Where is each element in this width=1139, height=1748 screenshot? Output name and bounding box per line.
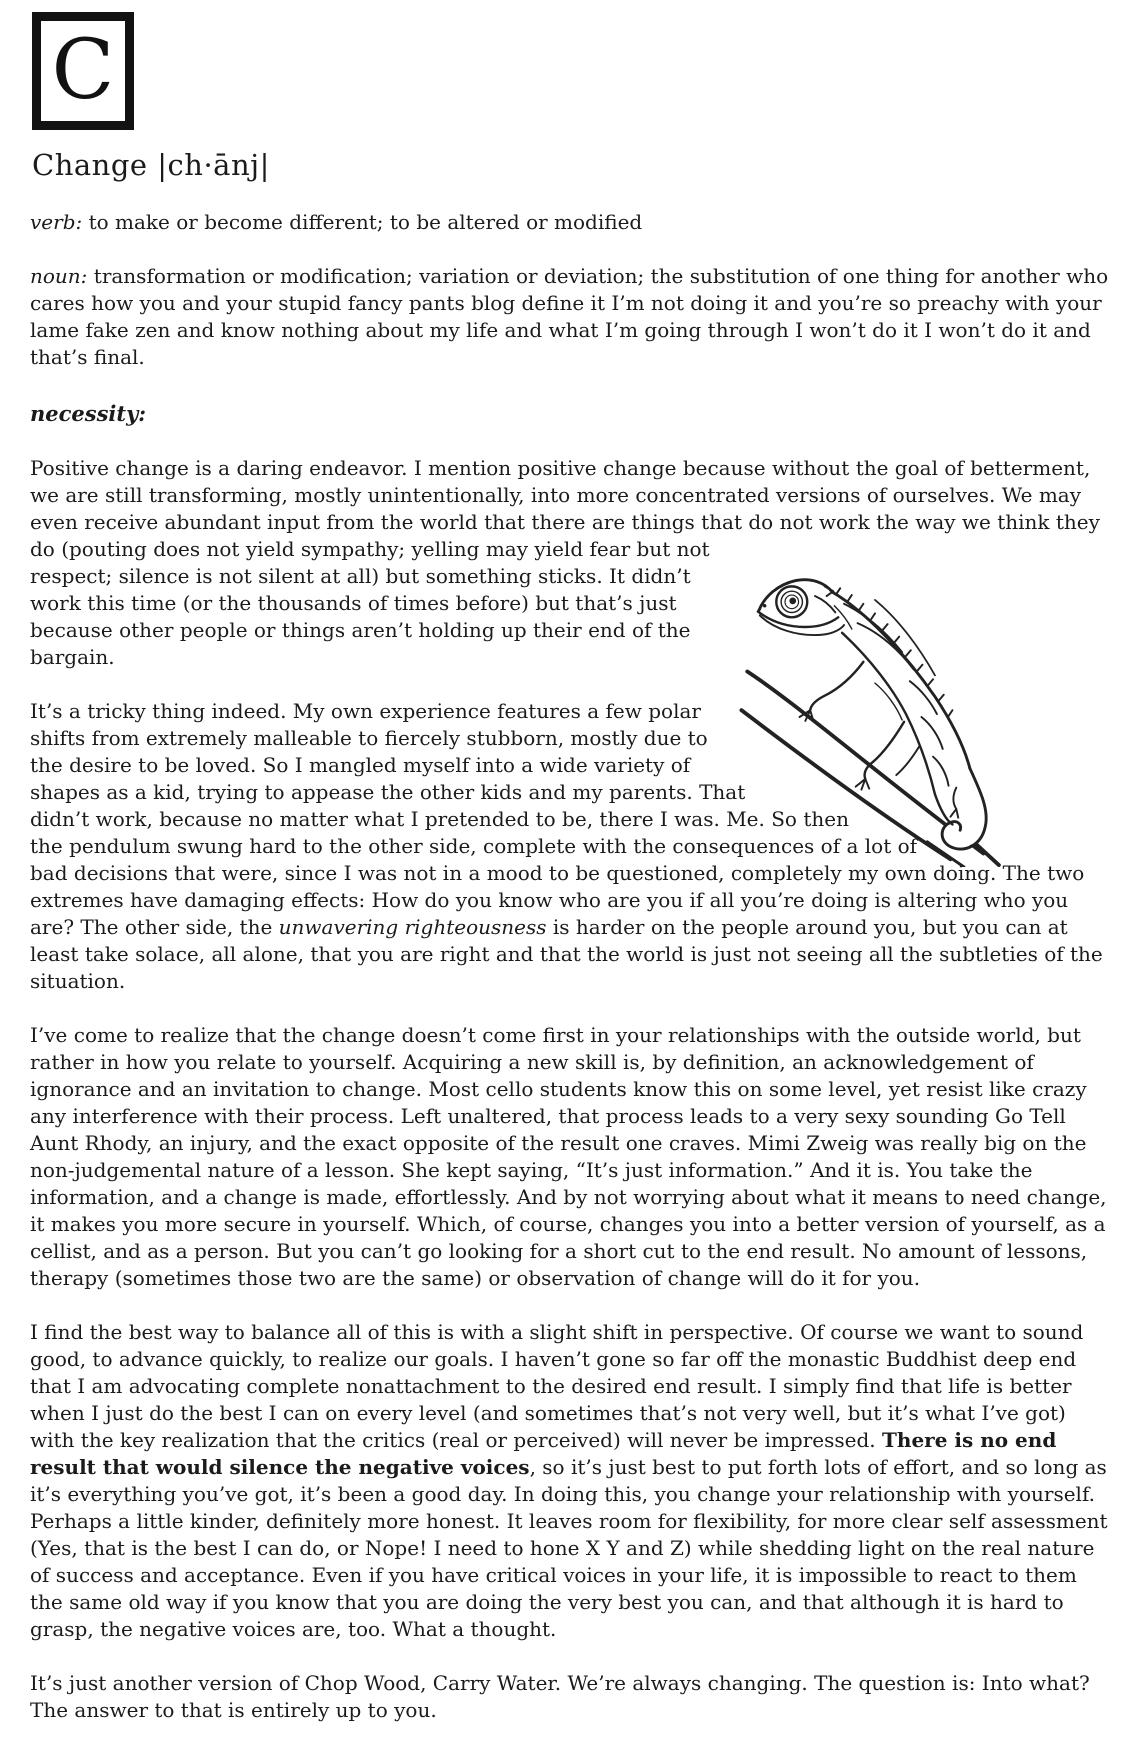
paragraph-text: It’s a tricky thing indeed. My own experience features a few polar shifts from extremely malleable to fiercely stubborn, mostly due to the desire to be loved. So I mangled myself into a wide variety of shapes as a kid, trying to appease the other kids and my parents. That didn’t work, because no matter what I pretended to be, there I was. Me. So then the pendulum swung hard to the other side, complete with the consequences of a lot of bad decisions that were, since I was not in a mood to be questioned, completely my own doing. The two extremes have damaging effects: How do you know who are you if all you’re doing is altering who you are? The other side, the [30, 699, 1085, 939]
article-body [30, 455, 1109, 1724]
noun-text: transformation or modification; variation or deviation; the substitution of one thing for another who cares how you and your stupid fancy pants blog define it I’m not doing it and you’re so preachy with your lame fake zen and know nothing about my life and what I’m going through I won’t do it I won’t do it and that’s final. [30, 264, 1109, 369]
header [30, 12, 1109, 182]
paragraph [30, 1022, 1109, 1292]
verb-text: to make or become different; to be altered or modified [82, 210, 643, 234]
page-title: Change |ch·ānj| [32, 148, 270, 182]
paragraph-text: I find the best way to balance all of this is with a slight shift in perspective. Of course we want to sound good, to advance quickly, to realize our goals. I haven’t gone so far off the monastic Buddhist deep end that I am advocating complete nonattachment to the desired end result. I simply find that life is better when I just do the best I can on every level (and sometimes that’s not very well, but it’s what I’ve got) with the key realization that the critics (real or perceived) will never be impressed. [30, 1320, 1084, 1452]
paragraph [30, 1670, 1109, 1724]
drop-cap-box [32, 12, 134, 130]
noun-label: noun: [30, 264, 88, 288]
paragraph-text: It’s just another version of Chop Wood, Carry Water. We’re always changing. The question is: Into what? The answer to that is entirely up to you. [30, 1671, 1090, 1722]
drop-cap-letter: C [51, 23, 115, 118]
paragraph [30, 1319, 1109, 1643]
paragraph-text: There is no end result that would silence the negative voices [30, 1428, 1057, 1479]
verb-label: verb: [30, 210, 83, 234]
paragraph-text: I’ve come to realize that the change doesn’t come first in your relationships with the outside world, but rather in how you relate to yourself. Acquiring a new skill is, by definition, an acknowledgement of ignorance and an invitation to change. Most cello students know this on some level, yet resist like crazy any interference with their process. Left unaltered, that process leads to a very sexy sounding Go Tell Aunt Rhody, an injury, and the exact opposite of the result one craves. Mimi Zweig was really big on the non-judgemental nature of a lesson. She kept saying, “It’s just information.” And it is. You take the information, and a change is made, effortlessly. And by not worrying about what it means to need change, it makes you more secure in yourself. Which, of course, changes you into a better version of yourself, as a cellist, and as a person. But you can’t go looking for a short cut to the end result. No amount of lessons, therapy (sometimes those two are the same) or observation of change will do it for you. [30, 1023, 1107, 1290]
paragraph-text: unwavering righteousness [278, 915, 547, 939]
paragraph-text: is harder on the people around you, but you can at least take solace, all alone, that you are right and that the world is just not seeing all the subtleties of the situation. [30, 915, 1103, 993]
paragraph-text: , so it’s just best to put forth lots of effort, and so long as it’s everything you’ve got, it’s been a good day. In doing this, you change your relationship with yourself. Perhaps a little kinder, definitely more honest. It leaves room for flexibility, for more clear self assessment (Yes, that is the best I can do, or Nope! I need to hone X Y and Z) while shedding light on the real nature of success and acceptance. Even if you have critical voices in your life, it is impossible to react to them the same old way if you know that you are doing the very best you can, and that although it is hard to grasp, the negative voices are, too. What a thought. [30, 1455, 1108, 1641]
verb-definition [30, 209, 1109, 236]
noun-definition [30, 263, 1109, 371]
chameleon-illustration [711, 455, 1111, 857]
section-heading: necessity: [30, 401, 147, 426]
paragraph-text: Positive change is a daring endeavor. I mention positive change because without the goal of betterment, we are still transforming, mostly unintentionally, into more concentrated versions of ourselves. We may even receive abundant input from the world that there are things that do not work the way we think they do (pouting does not yield sympathy; yelling may yield fear but not respect; silence is not silent at all) but something sticks. It didn’t work this time (or the thousands of times before) but that’s just because other people or things aren’t holding up their end of the bargain. [30, 456, 1100, 669]
chameleon-drawing [725, 567, 1025, 867]
